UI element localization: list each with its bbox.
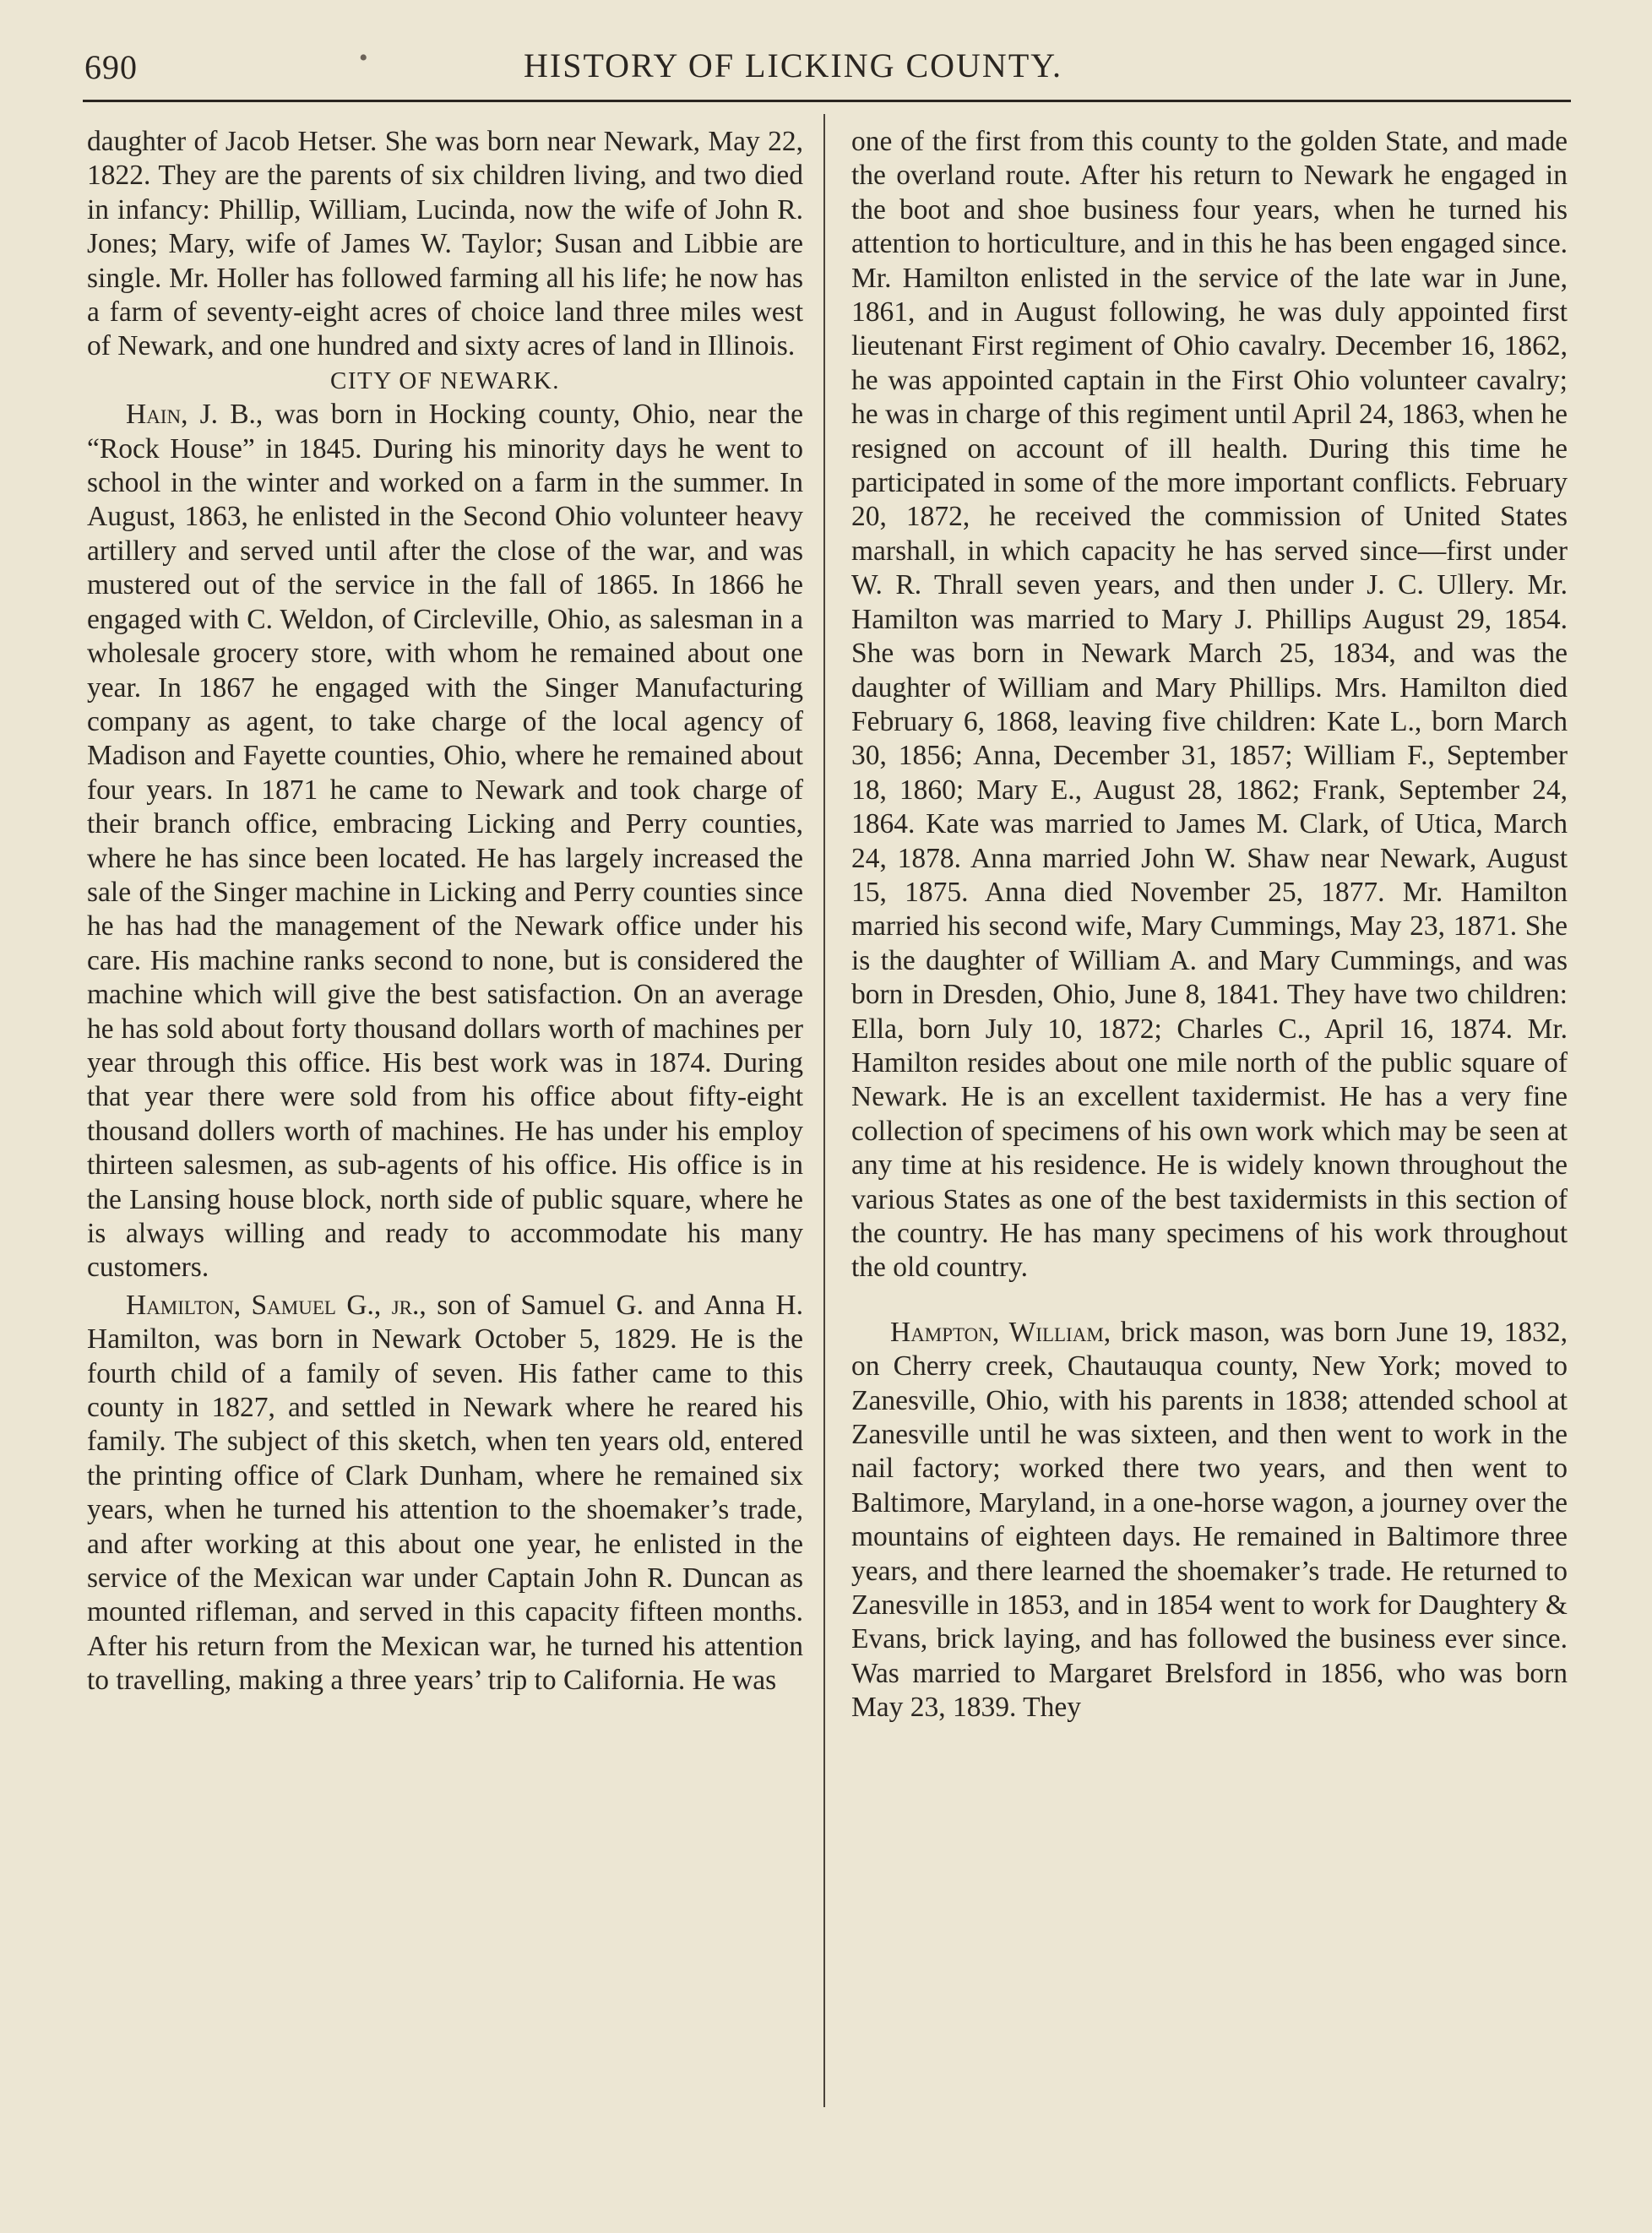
paragraph-hamilton-continued: one of the first from this county to the golden State, and made the overland route. After his return to Newark he engaged in the boot and shoe business four years, when he turned his attention to horticulture, and in this he has been engaged since. Mr. Hamilton enlisted in the service of the late war in June, 1861, and in August following, he was duly appointed first lieutenant First regiment of Ohio cavalry. December 16, 1862, he was appointed captain in the First Ohio volunteer cavalry; he was in charge of this regiment until April 24, 1863, when he resigned on account of ill health. During this time he participated in some of the more important conflicts. February 20, 1872, he received the commission of United States marshall, in which capacity he has served since—first under W. R. Thrall seven years, and then under J. C. Ullery. Mr. Hamilton was married to Mary J. Phillips August 29, 1854. She was born in Newark March 25, 1834, and was the daughter of William and Mary Phillips. Mrs. Hamilton died February 6, 1868, leaving five children: Kate L., born March 30, 1856; Anna, December 31, 1857; William F., September 18, 1860; Mary E., August 28, 1862; Frank, September 24, 1864. Kate was married to James M. Clark, of Utica, March 24, 1878. Anna married John W. Shaw near Newark, August 15, 1875. Anna died November 25, 1877. Mr. Hamilton married his second wife, Mary Cummings, May 23, 1871. She is the daughter of William A. and Mary Cummings, and was born in Dresden, Ohio, June 8, 1841. They have two children: Ella, born July 10, 1872; Charles C., April 16, 1874. Mr. Hamilton resides about one mile north of the public square of Newark. He is an excellent taxidermist. He has a very fine collection of specimens of his own work which may be seen at any time at his residence. He is widely known throughout the various States as one of the best taxidermists in this section of the country. He has many specimens of his work throughout the old country.	[851, 126, 1568, 1284]
biography-text: son of Samuel G. and Anna H. Hamilton, was born in Newark October 5, 1829. He is the fourth child of a family of seven. His father came to this county in 1827, and settled in Newark where he reared his family. The subject of this sketch, when ten years old, entered the printing office of Clark Dunham, where he remained six years, when he turned his attention to the shoemaker’s trade, and after working at this about one year, he enlisted in the service of the Mexican war under Captain John R. Duncan as mounted rifleman, and served in this capacity fifteen months. After his return from the Mexican war, he turned his attention to travelling, making a three years’ trip to California. He was	[87, 1289, 803, 1697]
biography-name: Hampton, William,	[890, 1316, 1111, 1348]
biography-name: Hamilton, Samuel G., jr.,	[126, 1289, 427, 1321]
page-number: 690	[84, 48, 138, 86]
left-column	[87, 125, 803, 1698]
paragraph-hampton	[851, 1316, 1568, 1725]
paragraph-hain	[87, 398, 803, 1285]
paragraph-gap	[851, 1285, 1568, 1316]
page-header	[0, 41, 1652, 91]
biography-text: brick mason, was born June 19, 1832, on Cherry creek, Chautauqua county, New York; moved to Zanesville, Ohio, with his parents in 1838; attended school at Zanesville until he was sixteen, and then went to work in the nail factory; worked there two years, and then went to Baltimore, Maryland, in a one-horse wagon, a journey over the mountains of eighteen days. He remained in Baltimore three years, and there learned the shoemaker’s trade. He returned to Zanesville in 1853, and in 1854 went to work for Daughtery & Evans, brick laying, and has followed the business ever since. Was married to Margaret Brelsford in 1856, who was born May 23, 1839. They	[851, 1316, 1568, 1724]
biography-text: was born in Hocking county, Ohio, near the “Rock House” in 1845. During his minority days he went to school in the winter and worked on a farm in the summer. In August, 1863, he enlisted in the Second Ohio volunteer heavy artillery and served until after the close of the war, and was mustered out of the service in the fall of 1865. In 1866 he engaged with C. Weldon, of Circleville, Ohio, as salesman in a wholesale grocery store, with whom he remained about one year. In 1867 he engaged with the Singer Manufacturing company as agent, to take charge of the local agency of Madison and Fayette counties, Ohio, where he remained about four years. In 1871 he came to Newark and took charge of their branch office, embracing Licking and Perry counties, where he has since been located. He has largely increased the sale of the Singer machine in Licking and Perry counties since he has had the management of the Newark office under his care. His machine ranks second to none, but is considered the machine which will give the best satisfaction. On an average he has sold about forty thousand dollars worth of machines per year through this office. His best work was in 1874. During that year there were sold from his office about fifty-eight thousand dollers worth of machines. He has under his employ thirteen salesmen, as sub-agents of his office. His office is in the Lansing house block, north side of public square, where he is always willing and ready to accommodate his many customers.	[87, 399, 803, 1284]
section-heading: CITY OF NEWARK.	[330, 367, 560, 394]
biography-name: Hain, J. B.,	[126, 399, 264, 431]
header-rule	[83, 100, 1571, 102]
column-divider	[823, 114, 825, 2107]
paragraph-holler-continued: daughter of Jacob Hetser. She was born near Newark, May 22, 1822. They are the parents of six children living, and two died in infancy: Phillip, William, Lucinda, now the wife of John R. Jones; Mary, wife of James W. Taylor; Susan and Libbie are single. Mr. Holler has followed farming all his life; he now has a farm of seventy-eight acres of choice land three miles west of Newark, and one hundred and sixty acres of land in Illinois.	[87, 126, 803, 362]
right-column	[851, 125, 1568, 1725]
paragraph-hamilton	[87, 1289, 803, 1698]
header-ornament: •	[359, 44, 368, 72]
running-title: HISTORY OF LICKING COUNTY.	[524, 46, 1062, 84]
